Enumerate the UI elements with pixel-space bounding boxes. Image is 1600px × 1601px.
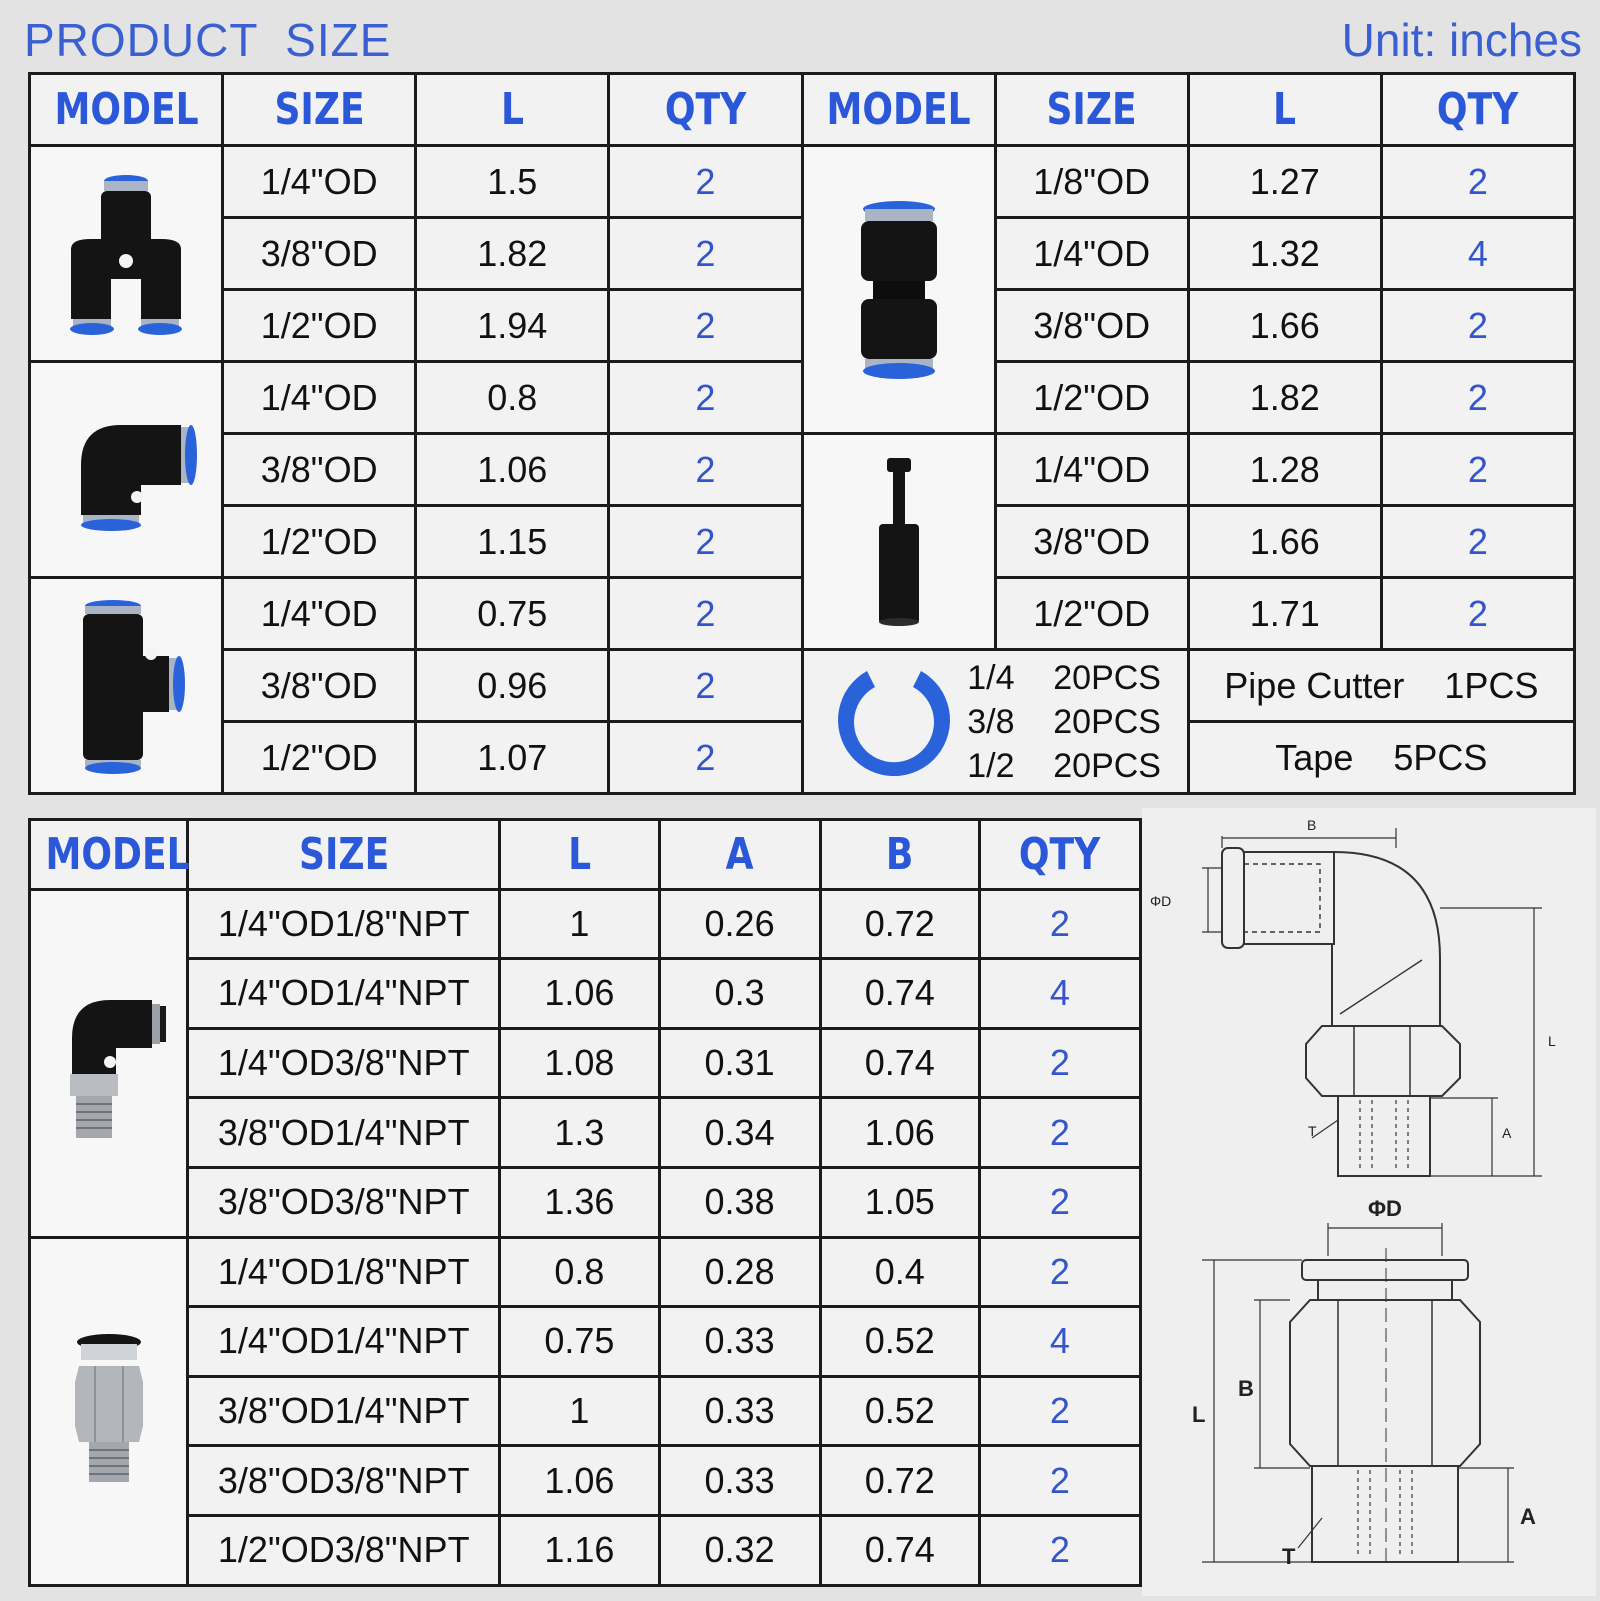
l-cell: 1 — [500, 889, 659, 959]
bottom-size-table — [28, 818, 1142, 1587]
top-size-table — [28, 72, 1576, 795]
unit-label: Unit: inches — [1341, 14, 1582, 66]
size-cell: 1/2"OD — [995, 362, 1188, 434]
l-cell: 0.96 — [416, 650, 609, 722]
qty-cell: 2 — [979, 889, 1140, 959]
clip-row — [967, 700, 1161, 744]
table-row — [30, 1307, 1141, 1377]
a-cell: 0.33 — [659, 1446, 820, 1516]
l-cell: 1.08 — [500, 1028, 659, 1098]
header-model: MODEL — [44, 820, 174, 890]
straight-l-label: L — [1192, 1402, 1206, 1427]
clip-count: 20PCS — [1053, 702, 1161, 741]
size-cell: 1/2"OD — [995, 578, 1188, 650]
locking-clip-cell — [802, 650, 1188, 794]
table-row — [30, 1028, 1141, 1098]
l-cell: 1.82 — [1188, 362, 1381, 434]
l-cell: 0.75 — [500, 1307, 659, 1377]
qty-cell: 2 — [979, 1098, 1140, 1168]
qty-cell: 2 — [1381, 434, 1574, 506]
qty-cell: 2 — [609, 146, 802, 218]
b-cell: 0.72 — [820, 889, 979, 959]
header-size: SIZE — [1013, 74, 1171, 146]
size-cell: 3/8"OD — [995, 506, 1188, 578]
extra-count: 1PCS — [1444, 664, 1539, 706]
table-row — [30, 1098, 1141, 1168]
l-cell: 1.82 — [416, 218, 609, 290]
size-cell: 3/8"OD — [223, 434, 416, 506]
qty-cell: 2 — [1381, 578, 1574, 650]
table-row — [30, 889, 1141, 959]
b-cell: 0.4 — [820, 1237, 979, 1307]
l-cell: 1.3 — [500, 1098, 659, 1168]
l-cell: 1.5 — [416, 146, 609, 218]
header-l: L — [1206, 74, 1364, 146]
a-cell: 0.31 — [659, 1028, 820, 1098]
header-a: A — [674, 820, 806, 890]
straight-b-label: B — [1238, 1376, 1254, 1401]
a-cell: 0.38 — [659, 1167, 820, 1237]
size-cell: 1/2"OD — [223, 290, 416, 362]
a-cell: 0.34 — [659, 1098, 820, 1168]
plug-icon — [802, 434, 995, 650]
page-title: PRODUCT SIZE — [24, 14, 392, 66]
straight-union-icon — [802, 146, 995, 434]
straight-a-label: A — [1520, 1504, 1536, 1529]
elbow-a-label: A — [1502, 1125, 1512, 1141]
l-cell: 1.07 — [416, 722, 609, 794]
size-cell: 1/8"OD — [995, 146, 1188, 218]
table-row — [30, 1515, 1141, 1585]
l-cell: 1.15 — [416, 506, 609, 578]
table-row — [30, 959, 1141, 1029]
qty-cell: 2 — [979, 1237, 1140, 1307]
extra-name: Tape — [1275, 736, 1354, 778]
header-l: L — [514, 820, 644, 890]
l-cell: 1.16 — [500, 1515, 659, 1585]
size-cell: 1/4"OD1/8"NPT — [188, 889, 500, 959]
header-qty: QTY — [994, 820, 1126, 890]
l-cell: 0.8 — [500, 1237, 659, 1307]
size-cell: 1/4"OD3/8"NPT — [188, 1028, 500, 1098]
l-cell: 1.06 — [500, 1446, 659, 1516]
b-cell: 0.52 — [820, 1376, 979, 1446]
table-row — [30, 434, 1575, 506]
header-qty: QTY — [1399, 74, 1557, 146]
technical-drawing — [1142, 808, 1596, 1596]
qty-cell: 2 — [979, 1167, 1140, 1237]
size-cell: 1/2"OD — [223, 506, 416, 578]
qty-cell: 4 — [979, 1307, 1140, 1377]
clip-count: 20PCS — [1053, 658, 1161, 697]
size-cell: 3/8"OD3/8"NPT — [188, 1167, 500, 1237]
l-cell: 0.75 — [416, 578, 609, 650]
elbow-l-label: L — [1548, 1033, 1556, 1049]
l-cell: 1.32 — [1188, 218, 1381, 290]
qty-cell: 2 — [979, 1515, 1140, 1585]
header-b: B — [834, 820, 964, 890]
table-row — [30, 1376, 1141, 1446]
elbow-t-label: T — [1308, 1123, 1317, 1139]
table-row — [30, 1167, 1141, 1237]
size-cell: 3/8"OD — [995, 290, 1188, 362]
header-l: L — [433, 74, 591, 146]
clip-count: 20PCS — [1053, 746, 1161, 785]
tee-connector-icon — [30, 578, 223, 794]
l-cell: 1.06 — [416, 434, 609, 506]
b-cell: 1.06 — [820, 1098, 979, 1168]
qty-cell: 2 — [609, 362, 802, 434]
size-cell: 1/4"OD — [995, 218, 1188, 290]
qty-cell: 4 — [1381, 218, 1574, 290]
a-cell: 0.33 — [659, 1376, 820, 1446]
qty-cell: 2 — [609, 650, 802, 722]
extra-name: Pipe Cutter — [1224, 664, 1405, 706]
l-cell: 1.66 — [1188, 290, 1381, 362]
qty-cell: 2 — [979, 1446, 1140, 1516]
size-cell: 1/4"OD — [223, 146, 416, 218]
clip-size: 3/8 — [967, 702, 1015, 741]
size-cell: 3/8"OD — [223, 650, 416, 722]
table-row — [30, 1446, 1141, 1516]
l-cell: 1.06 — [500, 959, 659, 1029]
size-cell: 3/8"OD3/8"NPT — [188, 1446, 500, 1516]
size-cell: 1/2"OD — [223, 722, 416, 794]
a-cell: 0.33 — [659, 1307, 820, 1377]
qty-cell: 2 — [979, 1376, 1140, 1446]
b-cell: 0.74 — [820, 1515, 979, 1585]
b-cell: 0.74 — [820, 1028, 979, 1098]
l-cell: 1.36 — [500, 1167, 659, 1237]
size-cell: 3/8"OD1/4"NPT — [188, 1098, 500, 1168]
l-cell: 1.66 — [1188, 506, 1381, 578]
b-cell: 1.05 — [820, 1167, 979, 1237]
male-straight-icon — [30, 1237, 188, 1585]
dimension-drawing — [1142, 808, 1596, 1596]
elbow-od-label: ΦD — [1150, 893, 1172, 909]
size-cell: 3/8"OD — [223, 218, 416, 290]
clip-row — [967, 744, 1161, 788]
a-cell: 0.3 — [659, 959, 820, 1029]
table-row — [30, 1237, 1141, 1307]
a-cell: 0.28 — [659, 1237, 820, 1307]
pipe-cutter-cell — [1188, 650, 1574, 722]
size-cell: 1/4"OD1/4"NPT — [188, 959, 500, 1029]
size-cell: 3/8"OD1/4"NPT — [188, 1376, 500, 1446]
header-size: SIZE — [216, 820, 472, 890]
clip-row — [967, 656, 1161, 700]
b-cell: 0.72 — [820, 1446, 979, 1516]
qty-cell: 2 — [609, 722, 802, 794]
size-cell: 1/4"OD1/4"NPT — [188, 1307, 500, 1377]
size-cell: 1/4"OD — [995, 434, 1188, 506]
header-model: MODEL — [819, 74, 977, 146]
straight-t-label: T — [1282, 1544, 1296, 1569]
qty-cell: 2 — [1381, 146, 1574, 218]
elbow-connector-icon — [30, 362, 223, 578]
header-size: SIZE — [240, 74, 398, 146]
l-cell: 1.28 — [1188, 434, 1381, 506]
size-cell: 1/4"OD1/8"NPT — [188, 1237, 500, 1307]
qty-cell: 2 — [609, 218, 802, 290]
qty-cell: 2 — [1381, 362, 1574, 434]
l-cell: 1.27 — [1188, 146, 1381, 218]
clip-size: 1/4 — [967, 658, 1015, 697]
qty-cell: 2 — [609, 434, 802, 506]
straight-od-label: ΦD — [1368, 1196, 1402, 1221]
qty-cell: 2 — [1381, 290, 1574, 362]
l-cell: 1.94 — [416, 290, 609, 362]
size-cell: 1/4"OD — [223, 362, 416, 434]
b-cell: 0.74 — [820, 959, 979, 1029]
clip-size: 1/2 — [967, 746, 1015, 785]
qty-cell: 2 — [609, 578, 802, 650]
elbow-b-label: B — [1307, 817, 1317, 833]
table-row — [30, 650, 1575, 722]
a-cell: 0.32 — [659, 1515, 820, 1585]
size-cell: 1/2"OD3/8"NPT — [188, 1515, 500, 1585]
y-connector-icon — [30, 146, 223, 362]
locking-clip-icon — [829, 657, 959, 787]
table-row — [30, 146, 1575, 218]
header-qty: QTY — [626, 74, 784, 146]
size-cell: 1/4"OD — [223, 578, 416, 650]
l-cell: 1.71 — [1188, 578, 1381, 650]
qty-cell: 2 — [1381, 506, 1574, 578]
tape-cell — [1188, 722, 1574, 794]
qty-cell: 2 — [609, 290, 802, 362]
a-cell: 0.26 — [659, 889, 820, 959]
extra-count: 5PCS — [1393, 736, 1488, 778]
male-elbow-icon — [30, 889, 188, 1237]
l-cell: 1 — [500, 1376, 659, 1446]
qty-cell: 2 — [979, 1028, 1140, 1098]
qty-cell: 4 — [979, 959, 1140, 1029]
b-cell: 0.52 — [820, 1307, 979, 1377]
qty-cell: 2 — [609, 506, 802, 578]
header-model: MODEL — [47, 74, 205, 146]
l-cell: 0.8 — [416, 362, 609, 434]
